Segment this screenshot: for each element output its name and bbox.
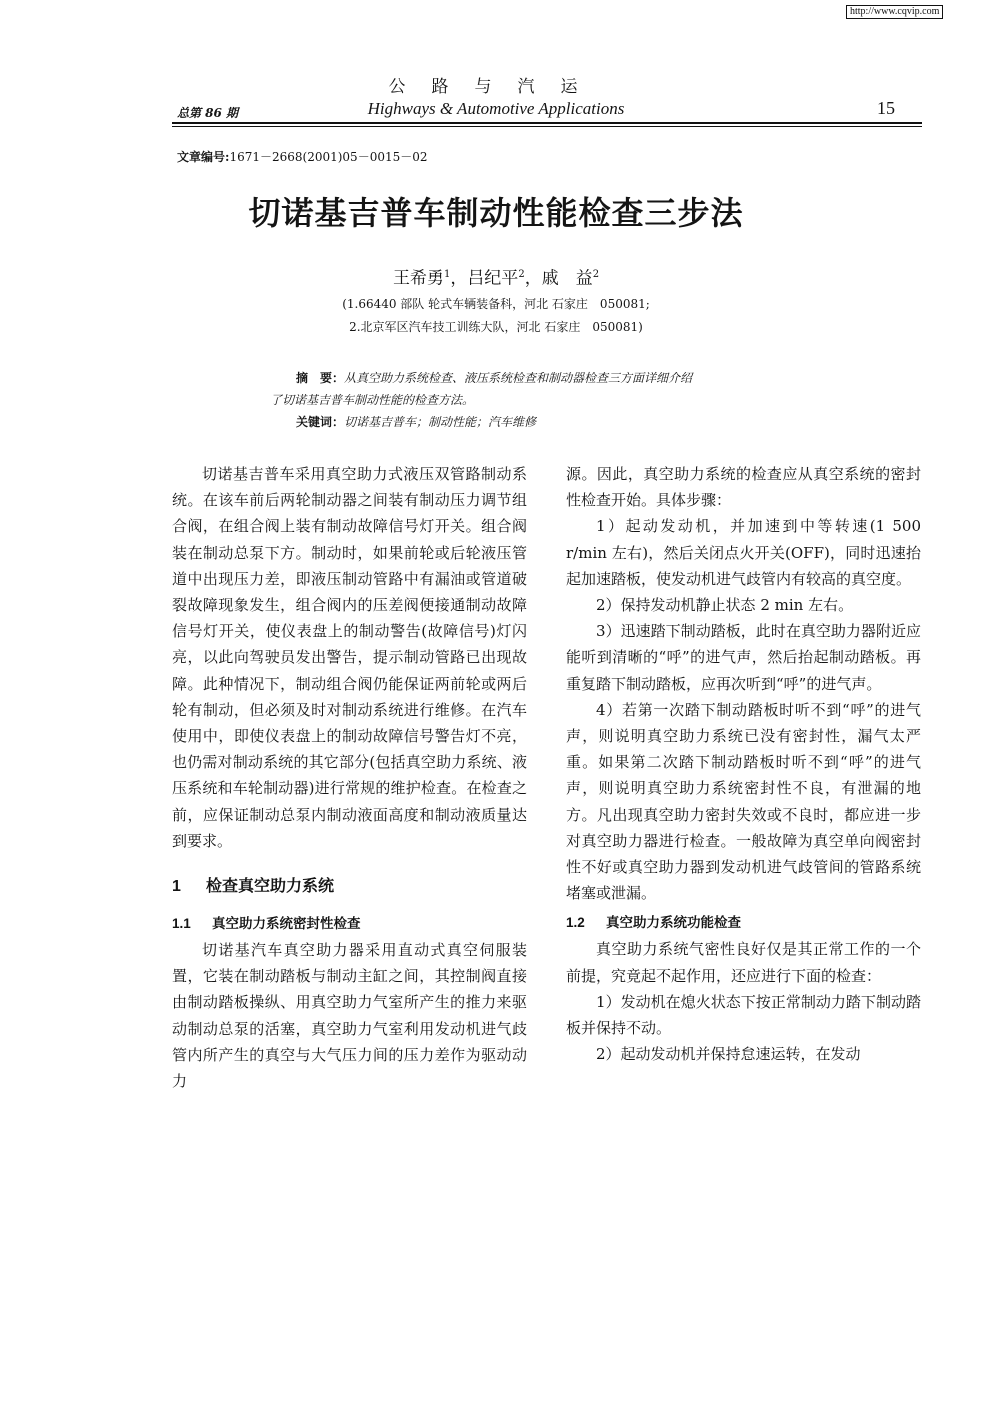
author-affil-mark: 2 [592, 269, 600, 280]
affiliation-1: (1.66440 部队 轮式车辆装备科，河北 石家庄 050081; [342, 297, 650, 311]
abstract-line [270, 367, 830, 389]
author-separator: ， [450, 268, 468, 289]
issue-number: 总第 86 期 [177, 106, 239, 120]
step-paragraph: 1）起动发动机，并加速到中等转速(1 500 r/min 左右)，然后关闭点火开关(OFF)，同时迅速抬起加速踏板，使发动机进气歧管内有较高的真空度。 [566, 517, 921, 588]
section-number: 1 [172, 878, 181, 896]
step-paragraph: 1）发动机在熄火状态下按正常制动力踏下制动踏板并保持不动。 [566, 992, 921, 1038]
keywords-line [270, 411, 830, 433]
intro-paragraph: 切诺基吉普车采用真空助力式液压双管路制动系统。在该车前后两轮制动器之间装有制动压力调节组合阀，在组合阀上装有制动故障信号灯开关。组合阀装在制动总泵下方。制动时，如果前轮或后轮液压管道中出现压力差，即液压制动管路中有漏油或管道破裂故障现象发生，组合阀内的压差阀便接通制动故障信号灯开关，使仪表盘上的制动警告(故障信号)灯闪亮，以此向驾驶员发出警告，提示制动管路已出现故障。此种情况下，制动组合阀仍能保证两前轮或两后轮有制动，但必须及时对制动系统进行维修。在汽车使用中，即使仪表盘上的制动故障信号警告灯不亮，也仍需对制动系统的其它部分(包括真空助力系统、液压系统和车轮制动器)进行常规的维护检查。在检查之前，应保证制动总泵内制动液面高度和制动液质量达到要求。 [172, 465, 527, 850]
section-number: 1.1 [172, 916, 191, 932]
step-paragraph: 3）迅速踏下制动踏板，此时在真空助力器附近应能听到清晰的“呼”的进气声，然后抬起制动踏板。再重复踏下制动踏板，应再次听到“呼”的进气声。 [566, 622, 921, 693]
author-list [0, 264, 992, 290]
abstract-text-2: 了切诺基吉普车制动性能的检查方法。 [270, 393, 475, 407]
abstract-label: 摘 要： [296, 371, 345, 385]
header-rule-thick [172, 122, 922, 124]
keywords-label: 关键词： [296, 415, 345, 429]
step-paragraph: 2）起动发动机并保持怠速运转，在发动 [596, 1045, 861, 1064]
section-1-1-heading [172, 911, 527, 937]
continued-paragraph: 源。因此，真空助力系统的检查应从真空系统的密封性检查开始。具体步骤： [566, 465, 921, 510]
affiliation-2: 2.北京军区汽车技工训练大队，河北 石家庄 050081) [349, 320, 643, 334]
body-column-left [172, 461, 527, 1094]
abstract-line [270, 389, 830, 411]
author-name: 吕纪平 [467, 268, 519, 289]
article-number-label: 文章编号: [177, 150, 230, 164]
step-paragraph: 2）保持发动机静止状态 2 min 左右。 [596, 596, 854, 615]
section-title: 真空助力系统功能检查 [606, 915, 741, 932]
author-affil-mark: 1 [443, 269, 451, 280]
page-number: 15 [877, 98, 895, 118]
article-number [177, 149, 428, 165]
body-column-right [566, 461, 921, 1067]
journal-title-en: Highways & Automotive Applications [367, 99, 625, 118]
source-watermark: http://www.cqvip.com [846, 5, 943, 19]
article-number-value: 1671－2668(2001)05－0015－02 [229, 150, 428, 164]
abstract-text-1: 从真空助力系统检查、液压系统检查和制动器检查三方面详细介绍 [344, 371, 693, 385]
section-1-2-heading [566, 910, 921, 936]
section-title: 检查真空助力系统 [206, 876, 335, 896]
paper-title: 切诺基吉普车制动性能检查三步法 [248, 194, 744, 232]
author-name: 戚 益 [541, 268, 593, 289]
section-number: 1.2 [566, 915, 585, 931]
author-name: 王希勇 [392, 268, 444, 289]
section-1-heading [172, 874, 527, 899]
journal-title-cn: 公路与汽运 [388, 77, 604, 97]
section-title: 真空助力系统密封性检查 [212, 916, 361, 933]
step-paragraph: 4）若第一次踏下制动踏板时听不到“呼”的进气声，则说明真空助力系统已没有密封性，漏气太严重。如果第二次踏下制动踏板时听不到“呼”的进气声，则说明真空助力系统密封性不良，有泄漏的地方。凡出现真空助力密封失效或不良时，都应进一步对真空助力器进行检查。一般故障为真空单向阀密封性不好或真空助力器到发动机进气歧管间的管路系统堵塞或泄漏。 [566, 700, 921, 903]
header-rule-thin [172, 126, 922, 127]
section-1-2-paragraph: 真空助力系统气密性良好仅是其正常工作的一个前提，究竟起不起作用，还应进行下面的检查： [566, 940, 921, 985]
abstract-block [270, 367, 830, 433]
author-separator: ， [524, 268, 542, 289]
author-affil-mark: 2 [518, 269, 525, 280]
section-1-1-paragraph: 切诺基汽车真空助力器采用直动式真空伺服装置，它装在制动踏板与制动主缸之间，其控制阀直接由制动踏板操纵、用真空助力气室所产生的推力来驱动制动总泵的活塞，真空助力气室利用发动机进气歧管内所产生的真空与大气压力间的压力差作为驱动动力 [172, 941, 527, 1091]
keywords-text: 切诺基吉普车；制动性能；汽车维修 [344, 415, 537, 429]
